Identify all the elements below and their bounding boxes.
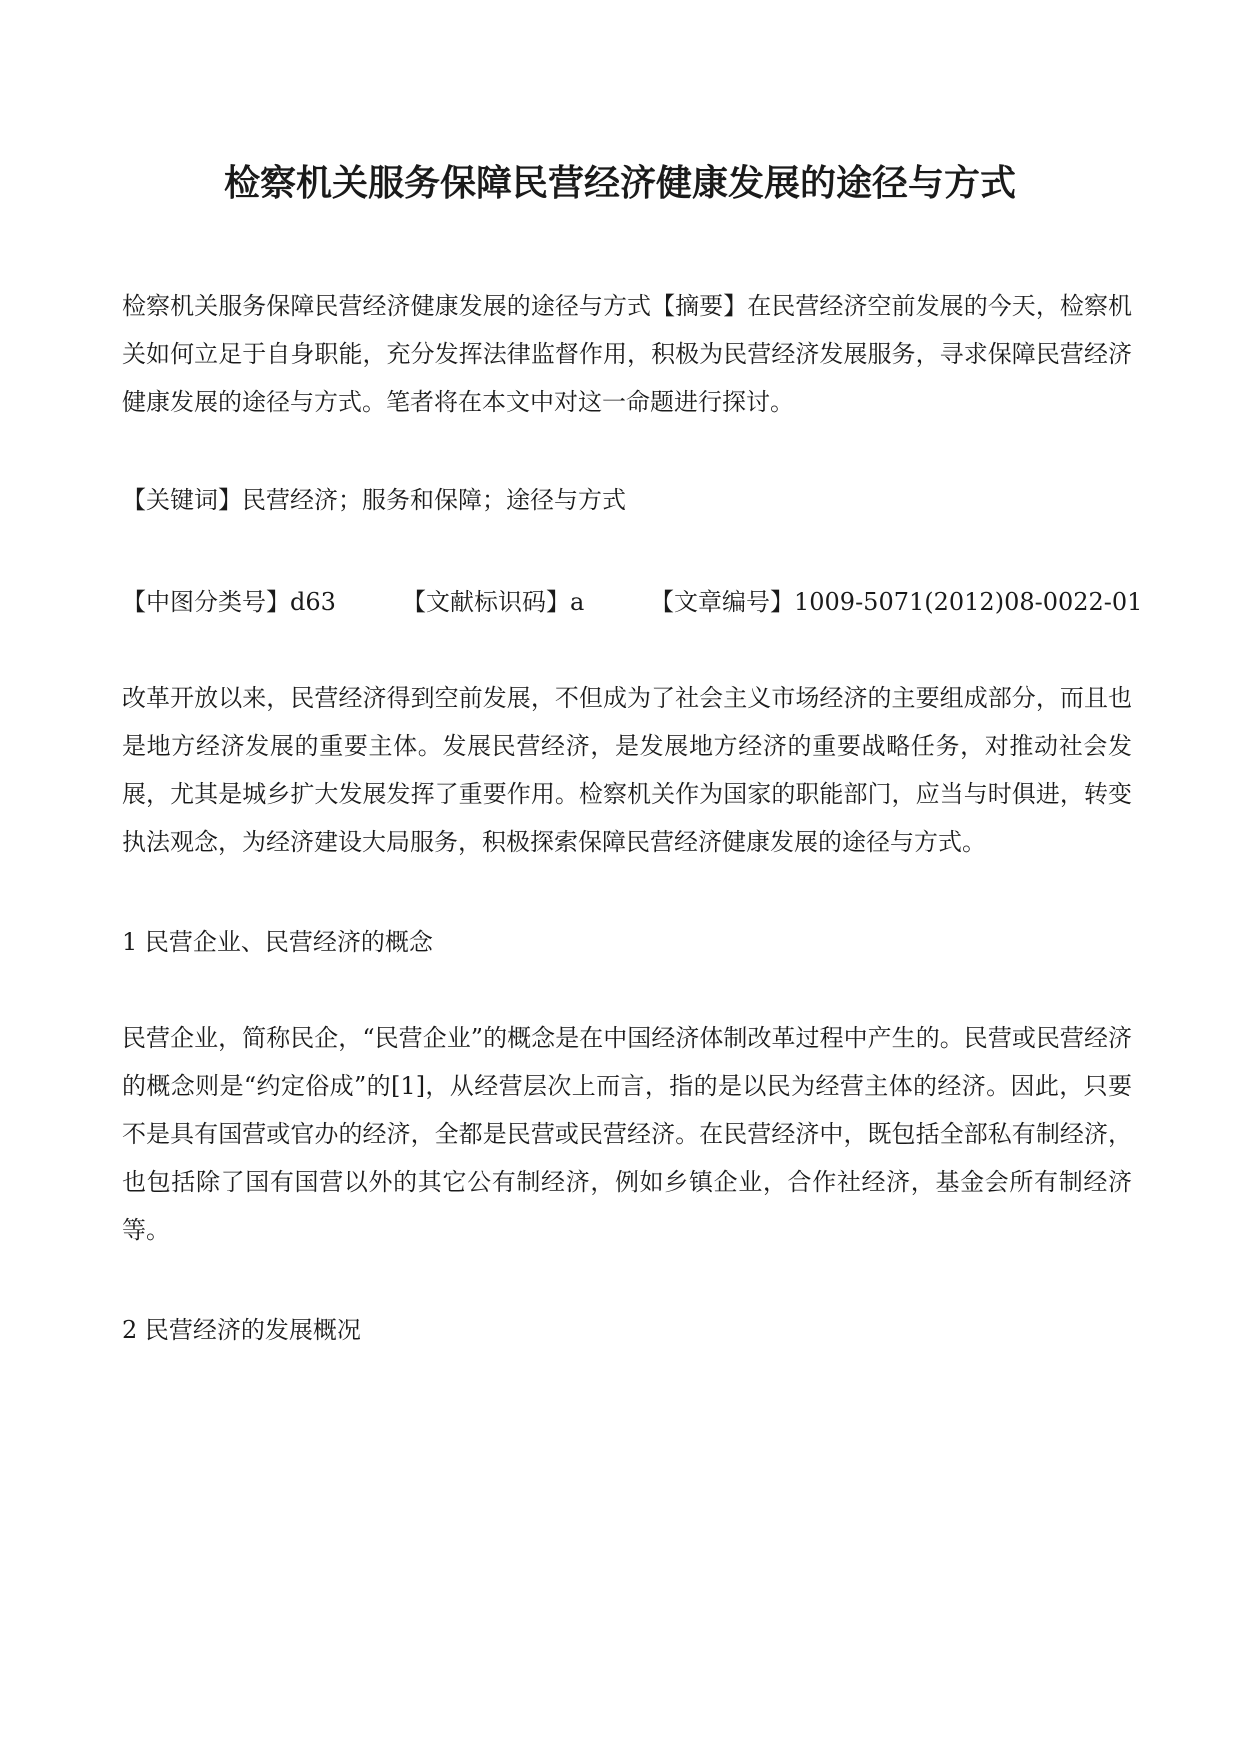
article-number: 【文章编号】1009-5071(2012)08-0022-01 (650, 588, 1143, 616)
abstract-paragraph: 检察机关服务保障民营经济健康发展的途径与方式【摘要】在民营经济空前发展的今天，检察机关如何立足于自身职能，充分发挥法律监督作用，积极为民营经济发展服务，寻求保障民营经济健康发展的途径与方式。笔者将在本文中对这一命题进行探讨。 (122, 292, 1132, 416)
document-title: 检察机关服务保障民营经济健康发展的途径与方式 (223, 162, 1016, 204)
section-1-heading: 1 民营企业、民营经济的概念 (122, 928, 433, 956)
section-2-heading: 2 民营经济的发展概况 (122, 1316, 361, 1344)
section-1-paragraph: 民营企业，简称民企，“民营企业”的概念是在中国经济体制改革过程中产生的。民营或民营经济的概念则是“约定俗成”的[1]，从经营层次上而言，指的是以民为经营主体的经济。因此，只要不是具有国营或官办的经济，全都是民营或民营经济。在民营经济中，既包括全部私有制经济，也包括除了国有国营以外的其它公有制经济，例如乡镇企业，合作社经济，基金会所有制经济等。 (122, 1024, 1132, 1244)
clc-number: 【中图分类号】d63 (122, 588, 336, 616)
document-code: 【文献标识码】a (402, 588, 585, 616)
keywords-line: 【关键词】民营经济；服务和保障；途径与方式 (122, 486, 626, 514)
intro-paragraph: 改革开放以来，民营经济得到空前发展，不但成为了社会主义市场经济的主要组成部分，而且也是地方经济发展的重要主体。发展民营经济，是发展地方经济的重要战略任务，对推动社会发展，尤其是城乡扩大发展发挥了重要作用。检察机关作为国家的职能部门，应当与时俱进，转变执法观念，为经济建设大局服务，积极探索保障民营经济健康发展的途径与方式。 (122, 684, 1132, 856)
